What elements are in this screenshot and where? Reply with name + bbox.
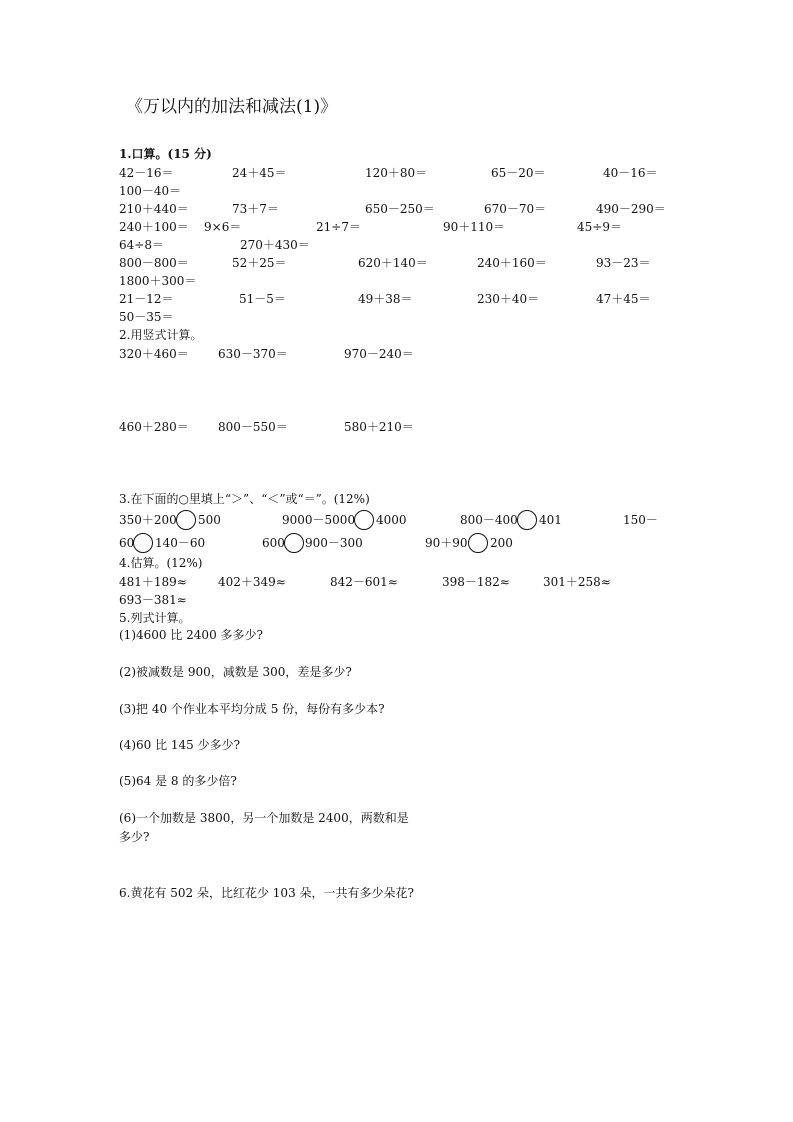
mental-math-item: 52＋25＝ xyxy=(232,256,287,270)
compare-circle-blank[interactable] xyxy=(517,510,537,530)
compare-circle-blank[interactable] xyxy=(133,533,153,553)
mental-math-item: 51－5＝ xyxy=(239,292,286,306)
mental-math-item: 100－40＝ xyxy=(119,184,182,198)
vertical-calc-item: 970－240＝ xyxy=(344,347,414,361)
mental-math-item: 21÷7＝ xyxy=(316,220,361,234)
mental-math-item: 230＋40＝ xyxy=(477,292,540,306)
compare-right: 500 xyxy=(198,513,221,527)
estimate-item: 842－601≈ xyxy=(330,575,398,589)
mental-math-item: 9×6＝ xyxy=(204,220,242,234)
estimate-item: 398－182≈ xyxy=(442,575,510,589)
mental-math-item: 65－20＝ xyxy=(491,166,546,180)
vertical-calc-item: 460＋280＝ xyxy=(119,420,189,434)
mental-math-item: 24＋45＝ xyxy=(232,166,287,180)
mental-math-item: 120＋80＝ xyxy=(365,166,428,180)
word-problem-6-continued: 多少? xyxy=(119,830,150,844)
compare-left: 9000－5000 xyxy=(282,513,356,527)
mental-math-item: 270＋430＝ xyxy=(240,238,310,252)
word-problem-2: (2)被减数是 900，减数是 300，差是多少? xyxy=(119,665,352,679)
compare-circle-blank[interactable] xyxy=(354,510,374,530)
word-problem-3: (3)把 40 个作业本平均分成 5 份，每份有多少本? xyxy=(119,702,385,716)
section-4-heading: 4.估算。(12%) xyxy=(119,556,203,570)
mental-math-item: 64÷8＝ xyxy=(119,238,164,252)
compare-left: 150－ xyxy=(623,513,658,527)
mental-math-item: 800－800＝ xyxy=(119,256,189,270)
vertical-calc-item: 580＋210＝ xyxy=(344,420,414,434)
estimate-item: 301＋258≈ xyxy=(543,575,611,589)
compare-right: 140－60 xyxy=(155,536,206,550)
mental-math-item: 670－70＝ xyxy=(484,202,547,216)
mental-math-item: 210＋440＝ xyxy=(119,202,189,216)
compare-left: 800－400 xyxy=(460,513,518,527)
section-5-heading: 5.列式计算。 xyxy=(119,611,191,625)
word-problem-5: (5)64 是 8 的多少倍? xyxy=(119,774,237,788)
word-problem-4: (4)60 比 145 少多少? xyxy=(119,738,241,752)
mental-math-item: 49＋38＝ xyxy=(358,292,413,306)
mental-math-item: 47＋45＝ xyxy=(596,292,651,306)
word-problem-1: (1)4600 比 2400 多多少? xyxy=(119,628,263,642)
mental-math-item: 620＋140＝ xyxy=(358,256,428,270)
mental-math-item: 50－35＝ xyxy=(119,310,174,324)
compare-circle-blank[interactable] xyxy=(468,533,488,553)
compare-left: 600 xyxy=(262,536,285,550)
mental-math-item: 90＋110＝ xyxy=(443,220,506,234)
mental-math-item: 42－16＝ xyxy=(119,166,174,180)
vertical-calc-item: 800－550＝ xyxy=(218,420,288,434)
compare-left: 90＋90 xyxy=(425,536,468,550)
worksheet-title: 《万以内的加法和减法(1)》 xyxy=(126,97,338,117)
estimate-item: 693－381≈ xyxy=(119,593,187,607)
word-problem-6: (6)一个加数是 3800，另一个加数是 2400，两数和是 xyxy=(119,811,409,825)
compare-right: 900－300 xyxy=(305,536,363,550)
vertical-calc-item: 320＋460＝ xyxy=(119,347,189,361)
mental-math-item: 93－23＝ xyxy=(596,256,651,270)
mental-math-item: 21－12＝ xyxy=(119,292,174,306)
mental-math-item: 490－290＝ xyxy=(596,202,666,216)
compare-circle-blank[interactable] xyxy=(284,533,304,553)
compare-right: 4000 xyxy=(376,513,407,527)
mental-math-item: 1800＋300＝ xyxy=(119,274,197,288)
section-6-heading: 6.黄花有 502 朵，比红花少 103 朵，一共有多少朵花? xyxy=(119,886,414,900)
compare-circle-blank[interactable] xyxy=(176,510,196,530)
vertical-calc-item: 630－370＝ xyxy=(218,347,288,361)
section-3-heading: 3.在下面的○里填上“＞”、“＜”或“＝”。(12%) xyxy=(119,492,370,506)
mental-math-item: 650－250＝ xyxy=(365,202,435,216)
mental-math-item: 45÷9＝ xyxy=(577,220,622,234)
compare-left: 60 xyxy=(119,536,135,550)
mental-math-item: 240＋160＝ xyxy=(477,256,547,270)
section-1-heading: 1.口算。(15 分) xyxy=(119,147,212,161)
estimate-item: 481＋189≈ xyxy=(119,575,187,589)
section-2-heading: 2.用竖式计算。 xyxy=(119,328,203,342)
estimate-item: 402＋349≈ xyxy=(218,575,286,589)
mental-math-item: 40－16＝ xyxy=(603,166,658,180)
mental-math-item: 73＋7＝ xyxy=(232,202,279,216)
compare-right: 401 xyxy=(539,513,562,527)
mental-math-item: 240＋100＝ xyxy=(119,220,189,234)
compare-right: 200 xyxy=(490,536,513,550)
compare-left: 350＋200 xyxy=(119,513,177,527)
